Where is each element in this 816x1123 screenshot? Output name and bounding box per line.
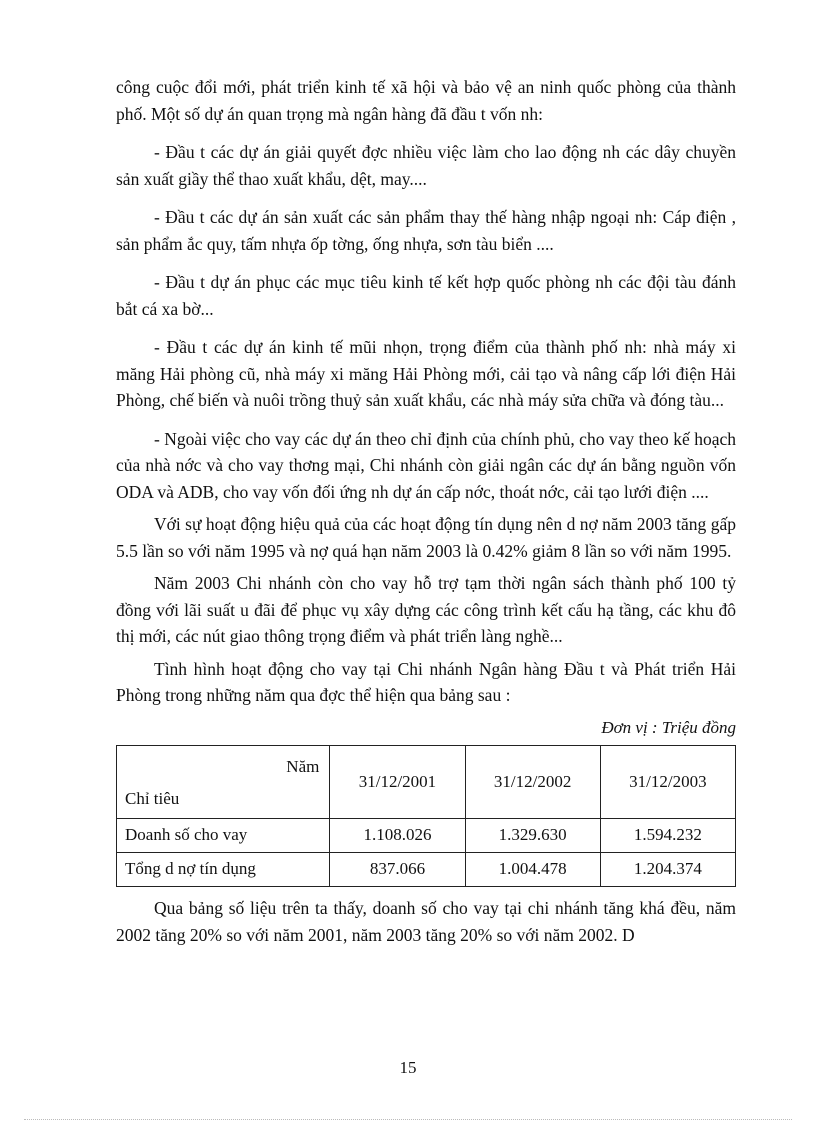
paragraph-table-intro: Tình hình hoạt động cho vay tại Chi nhánh Ngân hàng Đầu t và Phát triển Hải Phòng trong những năm qua đợc thể hiện qua bảng sau : bbox=[116, 658, 736, 705]
cell-value: 1.329.630 bbox=[465, 819, 600, 853]
header-year-label: Năm bbox=[286, 757, 320, 776]
paragraph-credit-growth: Với sự hoạt động hiệu quả của các hoạt động tín dụng nên d nợ năm 2003 tăng gấp 5.5 lần so với năm 1995 và nợ quá hạn năm 2003 là 0.42% giảm 8 lần so với năm 1995. bbox=[116, 514, 736, 561]
table-row bbox=[117, 853, 736, 887]
row-label-loan-turnover: Doanh số cho vay bbox=[117, 819, 330, 853]
paragraph-bullet-defense: - Đầu t dự án phục các mục tiêu kinh tế kết hợp quốc phòng nh các đội tàu đánh bắt cá xa bờ... bbox=[116, 272, 736, 319]
cell-value: 1.108.026 bbox=[330, 819, 465, 853]
cell-value: 837.066 bbox=[330, 853, 465, 887]
cell-value: 1.594.232 bbox=[600, 819, 735, 853]
unit-label: Đơn vị : Triệu đồng bbox=[601, 717, 736, 737]
header-year-2001: 31/12/2001 bbox=[330, 746, 465, 819]
footer-divider bbox=[24, 1119, 792, 1120]
paragraph-bullet-key-projects: - Đầu t các dự án kinh tế mũi nhọn, trọng điểm của thành phố nh: nhà máy xi măng Hải phòng cũ, nhà máy xi măng Hải Phòng mới, cải tạo và nâng cấp lới điện Hải Phòng, chế biến và nuôi trồng thuỷ sản xuất khẩu, các nhà máy sửa chữa và đóng tàu... bbox=[116, 337, 736, 410]
table-header-row bbox=[117, 746, 736, 819]
header-year-2002: 31/12/2002 bbox=[465, 746, 600, 819]
paragraph-budget-support: Năm 2003 Chi nhánh còn cho vay hỗ trợ tạm thời ngân sách thành phố 100 tỷ đồng với lãi suất u đãi để phục vụ xây dựng các công trình kết cấu hạ tầng, các khu đô thị mới, các nút giao thông trọng điểm và phát triển làng nghề... bbox=[116, 573, 736, 646]
table-row bbox=[117, 819, 736, 853]
paragraph-bullet-import-substitution: - Đầu t các dự án sản xuất các sản phẩm thay thế hàng nhập ngoại nh: Cáp điện , sản phẩm ắc quy, tấm nhựa ốp tờng, ống nhựa, sơn tàu biển .... bbox=[116, 207, 736, 254]
paragraph-closing: Qua bảng số liệu trên ta thấy, doanh số cho vay tại chi nhánh tăng khá đều, năm 2002 tăng 20% so với năm 2001, năm 2003 tăng 20% so với năm 2002. D bbox=[116, 898, 736, 945]
row-label-total-credit: Tổng d nợ tín dụng bbox=[117, 853, 330, 887]
paragraph-bullet-oda: - Ngoài việc cho vay các dự án theo chỉ định của chính phủ, cho vay theo kế hoạch của nhà nớc và cho vay thơng mại, Chi nhánh còn giải ngân các dự án bằng nguồn vốn ODA và ADB, cho vay vốn đối ứng nh dự án cấp nớc, thoát nớc, cải tạo lưới điện .... bbox=[116, 428, 736, 502]
table-corner-header bbox=[117, 746, 330, 819]
body-text bbox=[116, 74, 736, 960]
cell-value: 1.004.478 bbox=[465, 853, 600, 887]
lending-table bbox=[116, 745, 736, 887]
cell-value: 1.204.374 bbox=[600, 853, 735, 887]
paragraph-bullet-jobs: - Đầu t các dự án giải quyết đợc nhiều việc làm cho lao động nh các dây chuyền sản xuất giầy thể thao xuất khẩu, dệt, may.... bbox=[116, 142, 736, 189]
paragraph-intro: công cuộc đổi mới, phát triển kinh tế xã hội và bảo vệ an ninh quốc phòng của thành phố. Một số dự án quan trọng mà ngân hàng đã đầu t vốn nh: bbox=[116, 77, 736, 124]
header-indicator-label: Chỉ tiêu bbox=[125, 788, 180, 808]
page-number: 15 bbox=[399, 1058, 417, 1077]
header-year-2003: 31/12/2003 bbox=[600, 746, 735, 819]
